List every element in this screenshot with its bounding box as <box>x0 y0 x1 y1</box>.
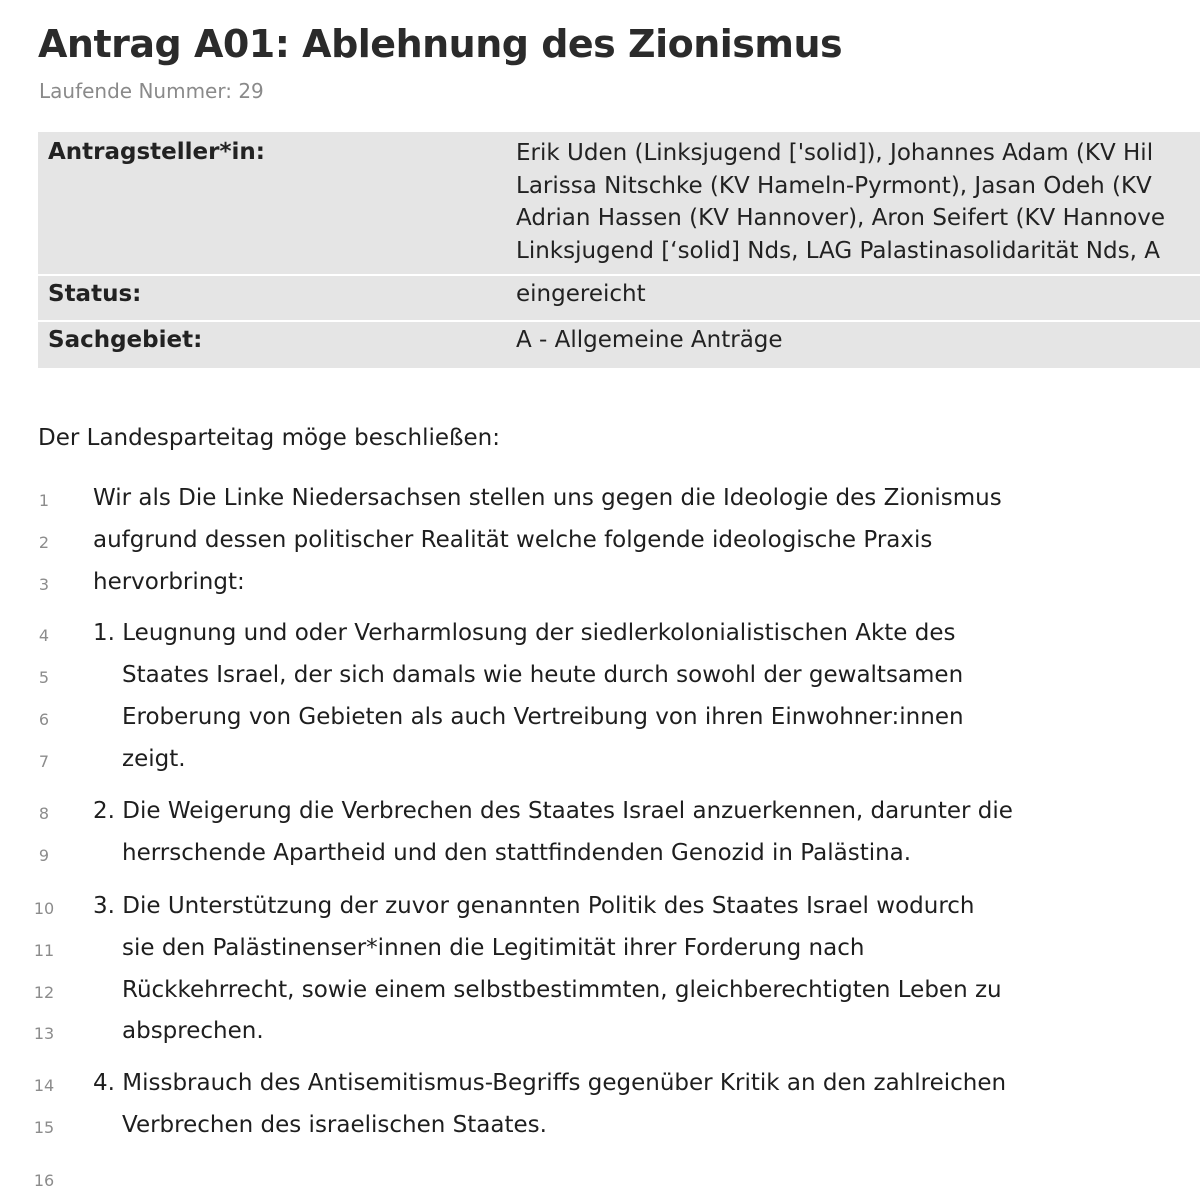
running-number: Laufende Nummer: 29 <box>39 79 264 103</box>
motion-line: Wir als Die Linke Niedersachsen stellen uns gegen die Ideologie des Zionismus <box>93 485 1002 511</box>
motion-line: Eroberung von Gebieten als auch Vertreibung von ihren Einwohner:innen <box>122 704 964 730</box>
motion-line: hervorbringt: <box>93 569 245 595</box>
line-number: 7 <box>38 752 50 771</box>
line-number: 11 <box>33 941 55 960</box>
status-value: eingereicht <box>516 281 646 307</box>
line-number: 1 <box>38 491 50 510</box>
line-number: 5 <box>38 668 50 687</box>
antragsteller-line: Erik Uden (Linksjugend ['solid]), Johannes Adam (KV Hil <box>516 140 1154 166</box>
line-number: 10 <box>33 899 55 918</box>
motion-line: herrschende Apartheid und den stattfindenden Genozid in Palästina. <box>122 840 912 866</box>
motion-line: 3. Die Unterstützung der zuvor genannten Politik des Staates Israel wodurch <box>93 893 975 919</box>
motion-line: Rückkehrrecht, sowie einem selbstbestimmten, gleichberechtigten Leben zu <box>122 977 1002 1003</box>
motion-line: 2. Die Weigerung die Verbrechen des Staates Israel anzuerkennen, darunter die <box>93 798 1013 824</box>
motion-line: Staates Israel, der sich damals wie heute durch sowohl der gewaltsamen <box>122 662 964 688</box>
antragsteller-label: Antragsteller*in: <box>48 139 265 165</box>
antragsteller-line: Adrian Hassen (KV Hannover), Aron Seifert (KV Hannove <box>516 205 1165 231</box>
line-number: 6 <box>38 710 50 729</box>
antragsteller-value <box>516 137 1200 267</box>
motion-line: 4. Missbrauch des Antisemitismus-Begriffs gegenüber Kritik an den zahlreichen <box>93 1070 1007 1096</box>
motion-line: absprechen. <box>122 1018 264 1044</box>
antragsteller-line: Larissa Nitschke (KV Hameln-Pyrmont), Jasan Odeh (KV <box>516 172 1152 199</box>
motion-line: sie den Palästinenser*innen die Legitimität ihrer Forderung nach <box>122 935 865 961</box>
line-number: 4 <box>38 626 50 645</box>
line-number: 16 <box>33 1171 55 1190</box>
page-title: Antrag A01: Ablehnung des Zionismus <box>38 22 843 66</box>
antragsteller-line: Linksjugend [‘solid] Nds, LAG Palastinasolidarität Nds, A <box>516 237 1160 264</box>
motion-line: zeigt. <box>122 746 186 772</box>
motion-line: Verbrechen des israelischen Staates. <box>122 1112 547 1138</box>
line-number: 15 <box>33 1118 55 1137</box>
sachgebiet-label: Sachgebiet: <box>48 327 203 353</box>
line-number: 8 <box>38 804 50 823</box>
line-number: 13 <box>33 1024 55 1043</box>
status-label: Status: <box>48 281 142 307</box>
line-number: 12 <box>33 983 55 1002</box>
meta-row-antragsteller <box>38 132 1200 276</box>
resolution-intro: Der Landesparteitag möge beschließen: <box>38 425 500 451</box>
metadata-table <box>38 132 1200 368</box>
motion-line: 1. Leugnung und oder Verharmlosung der siedlerkolonialistischen Akte des <box>93 620 956 646</box>
meta-row-sachgebiet <box>38 322 1200 368</box>
line-number: 3 <box>38 575 50 594</box>
sachgebiet-value: A - Allgemeine Anträge <box>516 327 783 353</box>
meta-row-status <box>38 276 1200 322</box>
line-number: 14 <box>33 1076 55 1095</box>
line-number: 2 <box>38 533 50 552</box>
line-number: 9 <box>38 846 50 865</box>
motion-line: aufgrund dessen politischer Realität welche folgende ideologische Praxis <box>93 527 933 553</box>
